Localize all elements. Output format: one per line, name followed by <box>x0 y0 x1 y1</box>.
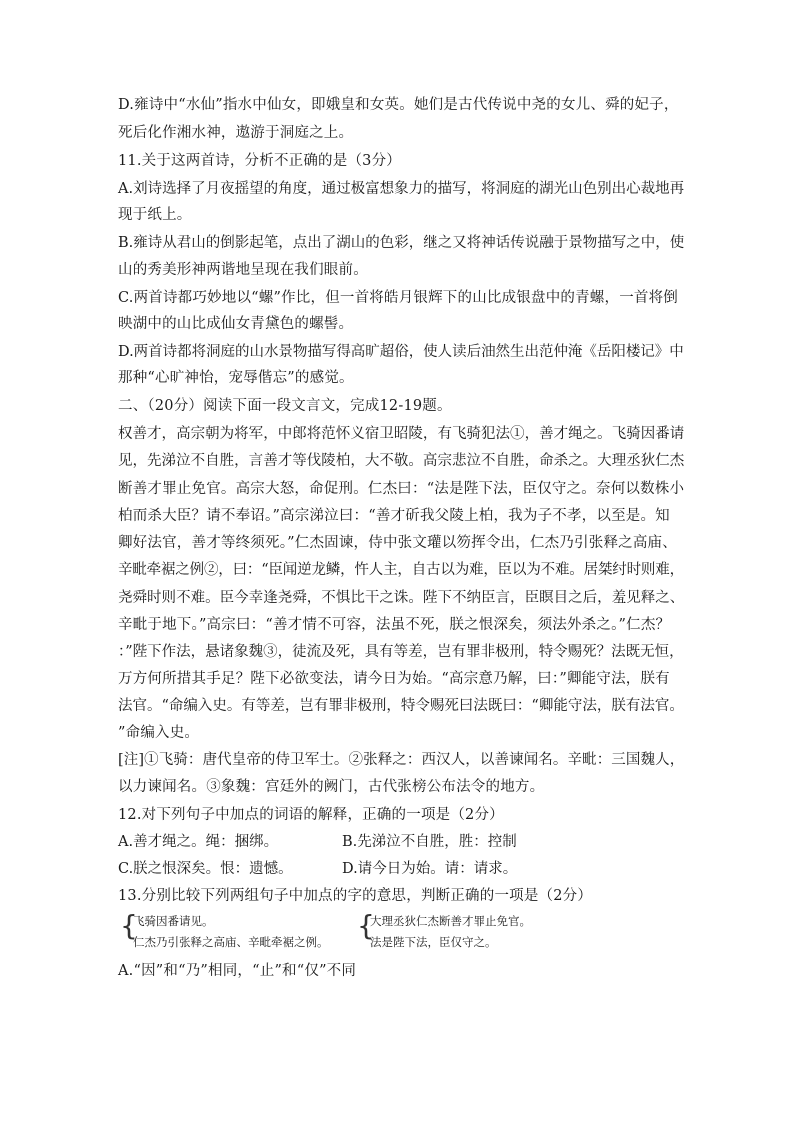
q11-option-d-line1: D.两首诗都将洞庭的山水景物描写得高旷超俗，使人读后油然生出范仲淹《岳阳楼记》中 <box>118 344 684 360</box>
passage-line: 辛毗牵裾之例②，曰：“臣闻逆龙鳞，忤人主，自古以为难，臣以为不难。居桀纣时则难， <box>118 562 684 578</box>
section2-heading: 二、（20分）阅读下面一段文言文，完成12-19题。 <box>118 398 452 414</box>
q10-option-d-line1: D.雍诗中“水仙”指水中仙女，即娥皇和女英。她们是古代传说中尧的女儿、舜的妃子， <box>118 97 679 113</box>
q13-group2-brace: { <box>357 909 375 942</box>
q13-stem: 13.分别比较下列两组句子中加点的字的意思，判断正确的一项是（2分） <box>118 888 593 904</box>
q11-option-a-line1: A.刘诗选择了月夜摇望的角度，通过极富想象力的描写，将洞庭的湖光山色别出心裁地再 <box>118 181 685 197</box>
q13-group1-sentence1: 飞骑因番请见。 <box>133 914 214 928</box>
q13-group2-sentence1: 大理丞狄仁杰断善才罪止免官。 <box>370 914 531 928</box>
q12-stem: 12.对下列句子中加点的词语的解释，正确的一项是（2分） <box>118 807 504 823</box>
notes-line2: 以力谏闻名。③象魏：宫廷外的阙门，古代张榜公布法令的地方。 <box>118 779 545 795</box>
q12-option-c: C.朕之恨深矣。恨：遗憾。 <box>118 861 293 877</box>
q11-option-b-line2: 山的秀美形神两谐地呈现在我们眼前。 <box>118 262 368 278</box>
q13-group2-sentence2: 法是陛下法，臣仅守之。 <box>370 935 497 949</box>
q11-option-b-line1: B.雍诗从君山的倒影起笔，点出了湖山的色彩，继之又将神话传说融于景物描写之中，使 <box>118 235 685 251</box>
q13-group1-brace: { <box>120 909 138 942</box>
passage-line: 柏而杀大臣？请不奉诏。”高宗涕泣曰：“善才斫我父陵上柏，我为子不孝，以至是。知 <box>118 508 670 524</box>
passage-line: 尧舜时则不难。臣今幸逢尧舜，不惧比干之诛。陛下不纳臣言，臣瞑目之后，羞见释之、 <box>118 590 685 606</box>
q12-option-b: B.先涕泣不自胜，胜：控制 <box>342 834 517 850</box>
passage-line: 权善才，高宗朝为将军，中郎将范怀义宿卫昭陵，有飞骑犯法①，善才绳之。飞骑因番请 <box>118 426 685 442</box>
q11-stem: 11.关于这两首诗，分析不正确的是（3分） <box>118 153 401 169</box>
passage-line: 断善才罪止免官。高宗大怒，命促刑。仁杰曰：“法是陛下法，臣仅守之。奈何以数株小 <box>118 481 685 497</box>
q10-option-d-line2: 死后化作湘水神，遨游于洞庭之上。 <box>118 125 354 141</box>
passage-line: 法官。“命编入史。有等差，岂有罪非极刑，特令赐死曰法既曰：“卿能守法，朕有法官。 <box>118 698 684 714</box>
q11-option-c-line2: 映湖中的山比成仙女青黛色的螺髻。 <box>118 316 354 332</box>
q12-option-d: D.请今日为始。请：请求。 <box>342 861 518 877</box>
q11-option-a-line2: 现于纸上。 <box>118 207 192 223</box>
q11-option-c-line1: C.两首诗都巧妙地以“螺”作比，但一首将皓月银辉下的山比成银盘中的青螺，一首将倒 <box>118 290 679 306</box>
q11-option-d-line2: 那种“心旷神怡，宠辱偕忘”的感觉。 <box>118 370 354 386</box>
q13-group1-sentence2: 仁杰乃引张释之高庙、辛毗牵裾之例。 <box>133 935 329 949</box>
q13-option-a: A.“因”和“乃”相同，“止”和“仅”不同 <box>118 963 357 979</box>
passage-line: 辛毗于地下。”高宗曰：“善才情不可容，法虽不死，朕之恨深矣，须法外杀之。”仁杰？ <box>118 617 671 633</box>
passage-line: 万方何所措其手足？陛下必欲变法，请今日为始。“高宗意乃解，曰：”卿能守法，朕有 <box>118 671 670 687</box>
notes-line1: [注]①飞骑：唐代皇帝的侍卫军士。②张释之：西汉人，以善谏闻名。辛毗：三国魏人， <box>118 752 685 768</box>
q12-option-a: A.善才绳之。绳：捆绑。 <box>118 834 279 850</box>
passage-line: 见，先涕泣不自胜，言善才等伐陵柏，大不敬。高宗悲泣不自胜，命杀之。大理丞狄仁杰 <box>118 453 685 469</box>
passage-line: ：”陛下作法，悬诸象魏③，徒流及死，具有等差，岂有罪非极刑，特令赐死？法既无恒， <box>118 644 684 660</box>
passage-line: ”命编入史。 <box>118 725 200 741</box>
passage-line: 卿好法官，善才等终须死。”仁杰固谏，侍中张文瓘以笏挥令出，仁杰乃引张释之高庙、 <box>118 535 677 551</box>
